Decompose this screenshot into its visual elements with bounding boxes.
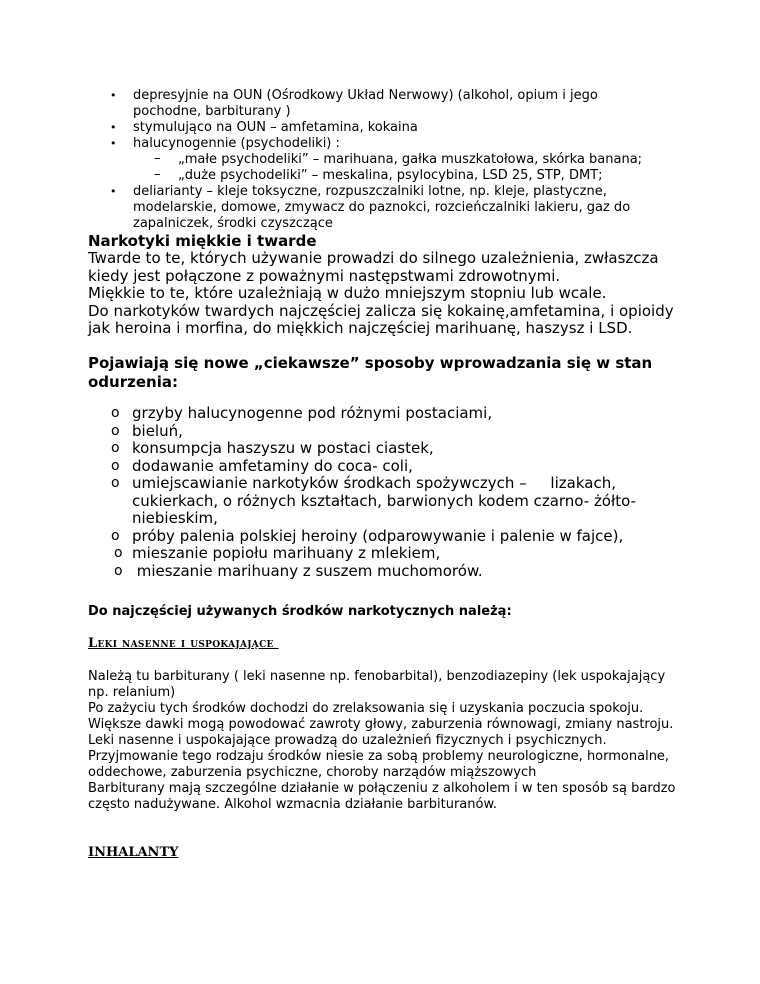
paragraph: Barbiturany mają szczególne działanie w połączeniu z alkoholem i w ten sposób są bardzo często nadużywane. Alkohol wzmacnia działanie barbituranów. <box>88 781 676 812</box>
list-item-text: mieszanie popiołu marihuany z mlekiem, <box>132 544 441 562</box>
inhalanty-heading: INHALANTY <box>88 845 179 860</box>
circle-bullet-icon: o <box>114 545 123 561</box>
soft-hard-section <box>88 233 688 337</box>
circle-bullet-icon: o <box>111 527 120 544</box>
paragraph: Do narkotyków twardych najczęściej zalicza się kokainę,amfetamina, i opioidy jak heroina i morfina, do miękkich najczęściej marihuanę, haszysz i LSD. <box>88 301 674 338</box>
list-item <box>108 475 648 528</box>
circle-bullet-icon: o <box>111 405 120 421</box>
new-methods-list <box>108 405 648 580</box>
list-item-text: mieszanie marihuany z suszem muchomorów. <box>132 561 483 580</box>
paragraph: Po zażyciu tych środków dochodzi do zrelaksowania się i uzyskania poczucia spokoju. Większe dawki mogą powodować zawroty głowy, zaburzenia równowagi, zmiany nastroju. <box>88 701 674 732</box>
list-item <box>108 440 648 458</box>
bullet-icon: • <box>110 89 117 102</box>
list-item-text: grzyby halucynogenne pod różnymi postaciami, <box>132 404 493 422</box>
drug-effects-list <box>108 88 668 232</box>
sub-list-item-text: „duże psychodeliki” – meskalina, psylocybina, LSD 25, STP, DMT; <box>178 168 603 183</box>
bullet-icon: • <box>110 185 117 198</box>
list-item <box>108 458 648 476</box>
list-item-text: próby palenia polskiej heroiny (odparowywanie i palenie w fajce), <box>132 526 624 545</box>
circle-bullet-icon: o <box>114 562 123 579</box>
circle-bullet-icon: o <box>111 475 120 491</box>
list-item <box>108 563 648 581</box>
paragraph: Leki nasenne i uspokajające prowadzą do uzależnień fizycznych i psychicznych. Przyjmowanie tego rodzaju środków niesie za sobą problemy neurologiczne, hormonalne, oddechowe, zaburzenia psychiczne, choroby narządów miąższowych <box>88 733 670 780</box>
circle-bullet-icon: o <box>111 440 120 456</box>
list-item-text: dodawanie amfetaminy do coca- coli, <box>132 456 413 475</box>
list-item <box>108 88 668 120</box>
list-item-text: halucynogennie (psychodeliki) : <box>133 136 340 151</box>
sub-list-item <box>108 152 668 168</box>
circle-bullet-icon: o <box>111 422 120 439</box>
list-item <box>108 528 648 546</box>
list-item <box>108 120 668 136</box>
leki-heading: Leki nasenne i uspokajające <box>88 636 279 651</box>
list-item-text: bieluń, <box>132 421 183 440</box>
list-item <box>108 136 668 152</box>
paragraph: Twarde to te, których używanie prowadzi do silnego uzależnienia, zwłaszcza kiedy jest połączone z poważnymi następstwami zdrowotnymi. <box>88 249 659 285</box>
list-item-text: stymulująco na OUN – amfetamina, kokaina <box>133 120 418 135</box>
list-item-text: deliarianty – kleje toksyczne, rozpuszczalniki lotne, np. kleje, plastyczne, modelarskie, domowe, zmywacz do paznokci, rozcieńczalniki lakieru, gaz do zapalniczek, środki czyszczące <box>133 184 631 231</box>
list-item <box>108 184 668 232</box>
list-item <box>108 545 648 563</box>
list-item-text: umiejscawianie narkotyków środkach spożywczych – lizakach, cukierkach, o różnych kształtach, barwionych kodem czarno- żółto- niebieskim, <box>132 474 641 527</box>
circle-bullet-icon: o <box>111 457 120 474</box>
list-item <box>108 423 648 441</box>
bullet-icon: • <box>110 137 117 150</box>
dash-icon: – <box>154 167 161 182</box>
section-heading: Do najczęściej używanych środków narkotycznych należą: <box>88 604 512 619</box>
sub-list-item <box>108 168 668 184</box>
bullet-icon: • <box>110 121 117 134</box>
list-item-text: konsumpcja haszyszu w postaci ciastek, <box>132 439 434 457</box>
list-item-text: depresyjnie na OUN (Ośrodkowy Układ Nerwowy) (alkohol, opium i jego pochodne, barbiturany ) <box>133 88 598 119</box>
list-item <box>108 405 648 423</box>
section-heading: Pojawiają się nowe „ciekawsze” sposoby wprowadzania się w stan odurzenia: <box>88 354 653 391</box>
leki-section <box>88 669 688 813</box>
paragraph: Miękkie to te, które uzależniają w dużo mniejszym stopniu lub wcale. <box>88 284 607 303</box>
sub-list-item-text: „małe psychodeliki” – marihuana, gałka muszkatołowa, skórka banana; <box>178 152 643 167</box>
dash-icon: – <box>154 151 161 166</box>
section-heading: Narkotyki miękkie i twarde <box>88 232 317 250</box>
paragraph: Należą tu barbiturany ( leki nasenne np. fenobarbital), benzodiazepiny (lek uspokajający np. relanium) <box>88 669 666 700</box>
